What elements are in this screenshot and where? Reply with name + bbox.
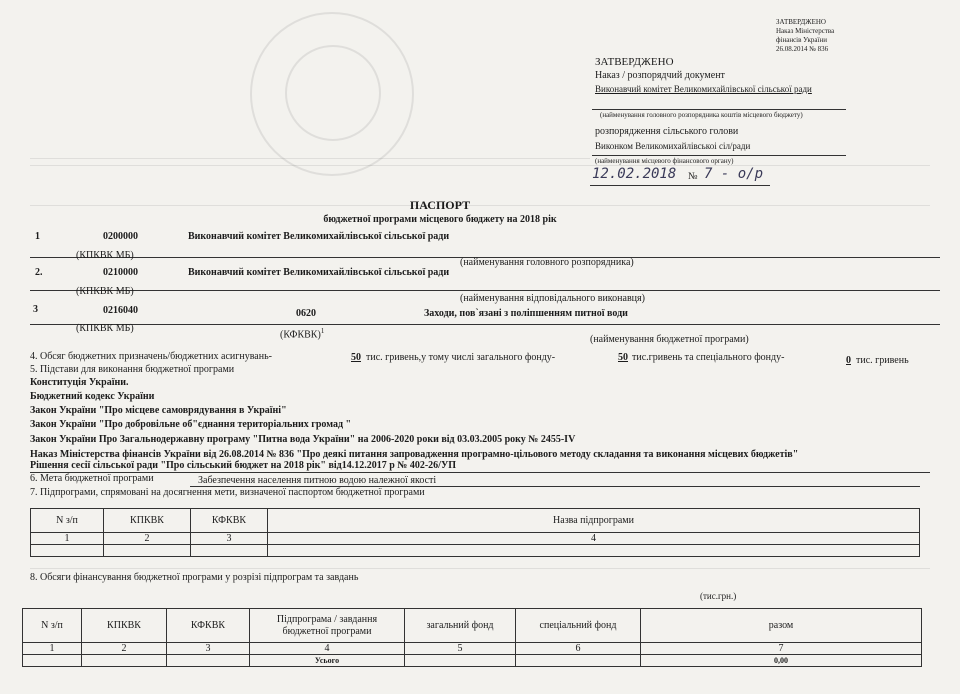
- funding-unit: (тис.грн.): [700, 591, 737, 601]
- row2-name-caption: (найменування відповідального виконавця): [460, 293, 645, 304]
- volume-mid1: тис. гривень,у тому числі загального фонду-: [366, 352, 556, 363]
- approval-doc: Наказ / розпорядчий документ: [595, 70, 725, 81]
- col-number: 7: [641, 643, 922, 655]
- row3-name: Заходи, пов`язані з поліпшенням питної води: [424, 308, 628, 319]
- row1-code: 0200000: [103, 231, 138, 242]
- col-header: КПКВК: [82, 609, 167, 643]
- approval-title: ЗАТВЕРДЖЕНО: [595, 56, 674, 68]
- goal-text: Забезпечення населення питною водою належної якості: [198, 475, 437, 486]
- table-row: [23, 643, 922, 655]
- row3-kfkvk-footnote: 1: [320, 327, 325, 335]
- basis-item: Закон України "Про добровільне об"єднання територіальних громад ": [30, 419, 352, 430]
- total-value: 0,00: [641, 655, 922, 667]
- table-row: [31, 545, 920, 557]
- row2-code: 0210000: [103, 267, 138, 278]
- col-header: спеціальний фонд: [516, 609, 641, 643]
- col-header: Назва підпрограми: [268, 509, 920, 533]
- corner-line3: 26.08.2014 № 836: [776, 45, 829, 53]
- volume-special: 0: [846, 355, 851, 366]
- corner-note: [776, 18, 834, 54]
- approval-number-handwritten: 7 - о/р: [704, 166, 764, 182]
- col-number: 4: [268, 533, 920, 545]
- col-number: 2: [82, 643, 167, 655]
- row3-name-caption: (найменування бюджетної програми): [590, 334, 749, 345]
- table-cell: [191, 545, 268, 557]
- table-cell: [167, 655, 250, 667]
- col-header: N з/п: [23, 609, 82, 643]
- corner-approved: ЗАТВЕРДЖЕНО: [776, 18, 826, 26]
- col-header: Підпрограма / завдання бюджетної програми: [250, 609, 405, 643]
- col-number: 4: [250, 643, 405, 655]
- row2-number: 2.: [35, 267, 43, 278]
- table-cell: [23, 655, 82, 667]
- basis-item: Бюджетний кодекс України: [30, 391, 155, 402]
- basis-item: Закон України Про Загальнодержавну програму "Питна вода України" на 2006-2020 роки від 03.03.2005 року № 2455-IV: [30, 434, 576, 445]
- table-row: [31, 533, 920, 545]
- bleed-line: [30, 568, 930, 569]
- basis-item: Конституція України.: [30, 377, 129, 388]
- approval-org-caption: (найменування головного розпорядника коштів місцевого бюджету): [600, 111, 803, 119]
- stamp-ghost-inner: [285, 45, 381, 141]
- passport-title: ПАСПОРТ: [409, 198, 471, 212]
- table-total-row: [23, 655, 922, 667]
- row1-number: 1: [35, 231, 40, 242]
- col-number: 6: [516, 643, 641, 655]
- table-cell: [268, 545, 920, 557]
- table-cell: [516, 655, 641, 667]
- table-cell: [31, 545, 104, 557]
- goal-label: 6. Мета бюджетної програми: [30, 473, 154, 484]
- col-header: КФКВК: [167, 609, 250, 643]
- approval-exec: Виконком Великомихайлівськоі сіл/ради: [595, 141, 751, 151]
- col-number: 1: [31, 533, 104, 545]
- row3-kfkvk-caption-text: (КФКВК): [280, 329, 321, 341]
- corner-line1: Наказ Міністерства: [776, 27, 835, 35]
- passport-subtitle: бюджетної програми місцевого бюджету на 2018 рік: [323, 214, 557, 225]
- approval-date-rule: [590, 185, 770, 186]
- row2-rule: [30, 290, 940, 291]
- table-cell: [104, 545, 191, 557]
- col-header: КФКВК: [191, 509, 268, 533]
- col-header: загальний фонд: [405, 609, 516, 643]
- row3-kfkvk-caption: [280, 327, 324, 340]
- table-header-row: [31, 509, 920, 533]
- bleed-line: [30, 158, 590, 159]
- col-number: 1: [23, 643, 82, 655]
- approval-org-rule: [592, 109, 846, 110]
- col-number: 3: [167, 643, 250, 655]
- row3-kfkvk: 0620: [296, 308, 316, 319]
- row3-code-caption: (КПКВК МБ): [76, 323, 134, 334]
- table-header-row: [23, 609, 922, 643]
- row2-code-caption: (КПКВК МБ): [76, 286, 134, 297]
- bleed-line: [30, 165, 930, 166]
- row3-code: 0216040: [103, 305, 138, 316]
- corner-line2: фінансів України: [776, 36, 827, 44]
- col-number: 2: [104, 533, 191, 545]
- volume-end: тис. гривень: [856, 355, 909, 366]
- table-cell: [405, 655, 516, 667]
- col-header: N з/п: [31, 509, 104, 533]
- col-number: 3: [191, 533, 268, 545]
- basis-label: 5. Підстави для виконання бюджетної програми: [30, 364, 235, 375]
- volume-mid2: тис.гривень та спеціального фонду-: [632, 352, 785, 363]
- col-number: 5: [405, 643, 516, 655]
- subprograms-label: 7. Підпрограми, спрямовані на досягнення мети, визначеної паспортом бюджетної програми: [30, 487, 425, 498]
- approval-order: розпорядження сільського голови: [595, 126, 739, 137]
- basis-item: Рішення сесії сільської ради "Про сільський бюджет на 2018 рік" від14.12.2017 р № 402-26/УП: [30, 460, 457, 471]
- row2-name: Виконавчий комітет Великомихайлівської сільської ради: [188, 267, 450, 278]
- basis-item: Наказ Міністерства фінансів України від 26.08.2014 № 836 "Про деякі питання запровадження програмно-цільового методу складання та виконання місцевих бюджетів": [30, 449, 799, 460]
- col-header: разом: [641, 609, 922, 643]
- approval-exec-rule: [592, 155, 846, 156]
- approval-org: Виконавчий комітет Великомихайлівської сільської ради: [595, 84, 812, 94]
- row1-name: Виконавчий комітет Великомихайлівської сільської ради: [188, 231, 450, 242]
- approval-date-handwritten: 12.02.2018: [592, 166, 677, 182]
- subprograms-table: [30, 508, 920, 557]
- volume-label: 4. Обсяг бюджетних призначень/бюджетних асигнувань-: [30, 351, 272, 362]
- basis-rule: [30, 472, 930, 473]
- funding-table: [22, 608, 922, 667]
- approval-fin-caption: (найменування місцевого фінансового органу): [595, 157, 734, 165]
- col-header: КПКВК: [104, 509, 191, 533]
- volume-general: 50: [618, 352, 628, 363]
- row1-code-caption: (КПКВК МБ): [76, 250, 134, 261]
- funding-label: 8. Обсяги фінансування бюджетної програми у розрізі підпрограм та завдань: [30, 572, 359, 583]
- total-label: Усього: [250, 655, 405, 667]
- table-cell: [82, 655, 167, 667]
- row3-rule: [30, 324, 940, 325]
- row3-number: 3: [33, 304, 38, 315]
- approval-number-sign: №: [688, 171, 698, 182]
- volume-total: 50: [351, 352, 361, 363]
- row1-name-caption: (найменування головного розпорядника): [460, 257, 634, 268]
- basis-item: Закон України "Про місцеве самоврядування в Україні": [30, 405, 287, 416]
